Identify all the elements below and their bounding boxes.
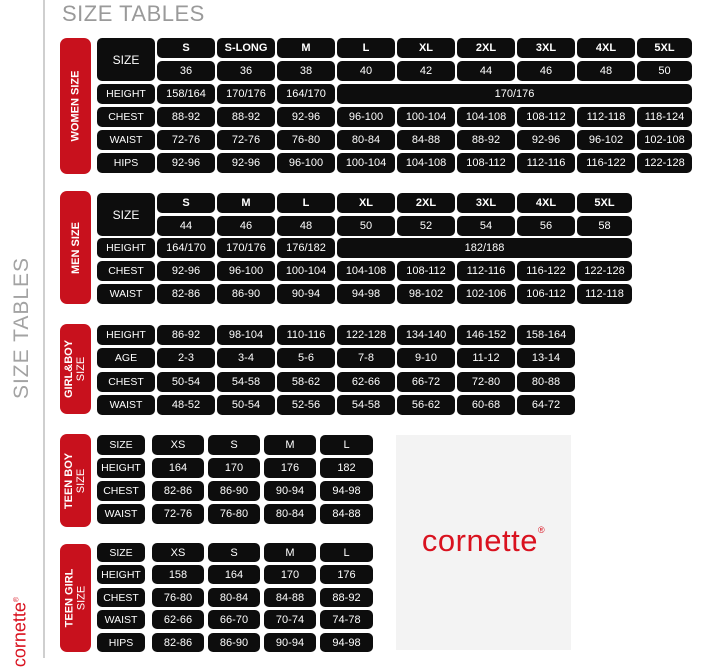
men-cell: L xyxy=(277,193,335,213)
men-cell: 96-100 xyxy=(217,261,275,281)
men-cell: M xyxy=(217,193,275,213)
women-cell: 72-76 xyxy=(217,130,275,150)
girlboy-cell: 158-164 xyxy=(517,325,575,345)
men-cell: 56 xyxy=(517,216,575,236)
women-cell: 116-122 xyxy=(577,153,635,173)
women-cell: 100-104 xyxy=(337,153,395,173)
girlboy-cell: 134-140 xyxy=(397,325,455,345)
teenboy-row-label: CHEST xyxy=(97,481,145,501)
teengirl-label-text: TEEN GIRL xyxy=(63,568,76,628)
men-row-label: HEIGHT xyxy=(97,238,155,258)
women-cell: 108-112 xyxy=(517,107,575,127)
women-cell: 92-96 xyxy=(217,153,275,173)
girlboy-cell: 54-58 xyxy=(217,372,275,392)
teenboy-cell: 82-86 xyxy=(152,481,204,501)
men-cell: 2XL xyxy=(397,193,455,213)
men-cell: 54 xyxy=(457,216,515,236)
men-row-label: WAIST xyxy=(97,284,155,304)
men-cell: 50 xyxy=(337,216,395,236)
men-cell: 122-128 xyxy=(577,261,632,281)
women-cell: 92-96 xyxy=(157,153,215,173)
men-cell: 90-94 xyxy=(277,284,335,304)
women-row-label: CHEST xyxy=(97,107,155,127)
girlboy-cell: 56-62 xyxy=(397,395,455,415)
men-cell: 92-96 xyxy=(157,261,215,281)
girlboy-cell: 66-72 xyxy=(397,372,455,392)
women-cell: 72-76 xyxy=(157,130,215,150)
women-cell: 36 xyxy=(217,61,275,81)
girlboy-cell: 2-3 xyxy=(157,348,215,368)
teenboy-section-label xyxy=(60,434,91,527)
girlboy-cell: 3-4 xyxy=(217,348,275,368)
women-cell: 80-84 xyxy=(337,130,395,150)
women-label-size: SIZE xyxy=(69,70,82,95)
girlboy-cell: 11-12 xyxy=(457,348,515,368)
women-cell: S-LONG xyxy=(217,38,275,58)
girlboy-cell: 80-88 xyxy=(517,372,575,392)
men-cell: 106-112 xyxy=(517,284,575,304)
men-cell: 102-106 xyxy=(457,284,515,304)
women-cell: 112-118 xyxy=(577,107,635,127)
teengirl-cell: 94-98 xyxy=(320,633,373,652)
teenboy-cell: 86-90 xyxy=(208,481,260,501)
women-cell: 118-124 xyxy=(637,107,692,127)
teengirl-cell: 76-80 xyxy=(152,588,204,607)
men-cell: 52 xyxy=(397,216,455,236)
women-row-label: WAIST xyxy=(97,130,155,150)
teengirl-cell: 62-66 xyxy=(152,610,204,629)
girlboy-cell: 62-66 xyxy=(337,372,395,392)
teengirl-cell: 86-90 xyxy=(208,633,260,652)
women-cell: 88-92 xyxy=(157,107,215,127)
teengirl-cell: 80-84 xyxy=(208,588,260,607)
men-cell: 164/170 xyxy=(157,238,215,258)
women-cell: 104-108 xyxy=(397,153,455,173)
women-cell: 164/170 xyxy=(277,84,335,104)
men-section-label xyxy=(60,191,91,304)
page-title: SIZE TABLES xyxy=(62,1,205,26)
teenboy-cell: 80-84 xyxy=(264,504,316,524)
women-cell: S xyxy=(157,38,215,58)
men-cell: 116-122 xyxy=(517,261,575,281)
women-row-label: HEIGHT xyxy=(97,84,155,104)
teenboy-cell: 182 xyxy=(320,458,373,478)
women-cell: 96-100 xyxy=(277,153,335,173)
teengirl-cell: 88-92 xyxy=(320,588,373,607)
women-cell: 96-100 xyxy=(337,107,395,127)
men-cell: 4XL xyxy=(517,193,575,213)
teengirl-cell: L xyxy=(320,543,373,562)
teenboy-label-size: SIZE xyxy=(75,468,88,493)
teengirl-cell: 74-78 xyxy=(320,610,373,629)
men-cell: 3XL xyxy=(457,193,515,213)
girlboy-cell: 72-80 xyxy=(457,372,515,392)
teenboy-row-label: WAIST xyxy=(97,504,145,524)
men-cell: 170/176 xyxy=(217,238,275,258)
girlboy-row-label: WAIST xyxy=(97,395,155,415)
men-cell: XL xyxy=(337,193,395,213)
men-cell: 98-102 xyxy=(397,284,455,304)
women-cell: 48 xyxy=(577,61,635,81)
girlboy-cell: 58-62 xyxy=(277,372,335,392)
teenboy-cell: L xyxy=(320,435,373,455)
women-cell: 96-102 xyxy=(577,130,635,150)
men-cell: 176/182 xyxy=(277,238,335,258)
girlboy-cell: 5-6 xyxy=(277,348,335,368)
girlboy-cell: 52-56 xyxy=(277,395,335,415)
teengirl-cell: 176 xyxy=(320,565,373,584)
women-cell: 92-96 xyxy=(517,130,575,150)
men-cell: 108-112 xyxy=(397,261,455,281)
teengirl-row-label: HIPS xyxy=(97,633,145,652)
girlboy-row-label: AGE xyxy=(97,348,155,368)
teenboy-cell: 72-76 xyxy=(152,504,204,524)
men-cell: 86-90 xyxy=(217,284,275,304)
teengirl-row-label: HEIGHT xyxy=(97,565,145,584)
men-cell: 44 xyxy=(157,216,215,236)
men-cell: 100-104 xyxy=(277,261,335,281)
girlboy-cell: 122-128 xyxy=(337,325,395,345)
women-cell: 44 xyxy=(457,61,515,81)
men-label-size: SIZE xyxy=(69,221,82,246)
men-label-text: MEN xyxy=(69,249,82,274)
men-cell: 46 xyxy=(217,216,275,236)
girlboy-cell: 86-92 xyxy=(157,325,215,345)
girlboy-cell: 13-14 xyxy=(517,348,575,368)
women-cell: 46 xyxy=(517,61,575,81)
women-cell: M xyxy=(277,38,335,58)
men-cell: 94-98 xyxy=(337,284,395,304)
teenboy-row-label: SIZE xyxy=(97,435,145,455)
men-cell: S xyxy=(157,193,215,213)
women-cell: 76-80 xyxy=(277,130,335,150)
girlboy-row-label: CHEST xyxy=(97,372,155,392)
women-row-label: SIZE xyxy=(97,38,155,81)
teengirl-cell: 66-70 xyxy=(208,610,260,629)
girlboy-cell: 7-8 xyxy=(337,348,395,368)
men-cell: 182/188 xyxy=(337,238,632,258)
women-section-label xyxy=(60,38,91,174)
teenboy-cell: XS xyxy=(152,435,204,455)
teenboy-cell: S xyxy=(208,435,260,455)
teengirl-cell: 90-94 xyxy=(264,633,316,652)
teengirl-cell: 82-86 xyxy=(152,633,204,652)
girlboy-section-label xyxy=(60,324,91,414)
women-cell: 100-104 xyxy=(397,107,455,127)
women-cell: 3XL xyxy=(517,38,575,58)
teengirl-cell: XS xyxy=(152,543,204,562)
girlboy-cell: 64-72 xyxy=(517,395,575,415)
teengirl-label-size: SIZE xyxy=(75,585,88,611)
teenboy-cell: M xyxy=(264,435,316,455)
women-cell: L xyxy=(337,38,395,58)
teenboy-cell: 76-80 xyxy=(208,504,260,524)
men-row-label: CHEST xyxy=(97,261,155,281)
girlboy-cell: 54-58 xyxy=(337,395,395,415)
teenboy-cell: 164 xyxy=(152,458,204,478)
men-cell: 112-116 xyxy=(457,261,515,281)
women-cell: 88-92 xyxy=(457,130,515,150)
teenboy-cell: 170 xyxy=(208,458,260,478)
women-cell: 88-92 xyxy=(217,107,275,127)
women-cell: 104-108 xyxy=(457,107,515,127)
men-cell: 48 xyxy=(277,216,335,236)
teengirl-cell: M xyxy=(264,543,316,562)
women-cell: 36 xyxy=(157,61,215,81)
girlboy-label-size: SIZE xyxy=(75,356,88,382)
women-cell: 38 xyxy=(277,61,335,81)
women-row-label: HIPS xyxy=(97,153,155,173)
men-cell: 5XL xyxy=(577,193,632,213)
teenboy-label-text: TEEN BOY xyxy=(63,452,76,509)
side-title: SIZE TABLES xyxy=(10,256,33,400)
women-label-text: WOMEN xyxy=(69,98,82,142)
men-cell: 112-118 xyxy=(577,284,632,304)
girlboy-cell: 50-54 xyxy=(157,372,215,392)
girlboy-cell: 50-54 xyxy=(217,395,275,415)
girlboy-cell: 60-68 xyxy=(457,395,515,415)
men-row-label: SIZE xyxy=(97,193,155,236)
girlboy-cell: 48-52 xyxy=(157,395,215,415)
men-cell: 104-108 xyxy=(337,261,395,281)
women-cell: 50 xyxy=(637,61,692,81)
teengirl-section-label xyxy=(60,544,91,652)
men-cell: 82-86 xyxy=(157,284,215,304)
teengirl-cell: S xyxy=(208,543,260,562)
divider-line xyxy=(43,0,45,658)
women-cell: 170/176 xyxy=(337,84,692,104)
women-cell: 5XL xyxy=(637,38,692,58)
girlboy-cell: 9-10 xyxy=(397,348,455,368)
girlboy-row-label: HEIGHT xyxy=(97,325,155,345)
girlboy-cell: 98-104 xyxy=(217,325,275,345)
teengirl-cell: 164 xyxy=(208,565,260,584)
women-cell: 2XL xyxy=(457,38,515,58)
women-cell: 4XL xyxy=(577,38,635,58)
women-cell: 40 xyxy=(337,61,395,81)
brand-logo: cornette® xyxy=(421,523,546,558)
teenboy-cell: 176 xyxy=(264,458,316,478)
women-cell: XL xyxy=(397,38,455,58)
women-cell: 42 xyxy=(397,61,455,81)
teengirl-cell: 70-74 xyxy=(264,610,316,629)
teengirl-cell: 158 xyxy=(152,565,204,584)
women-cell: 84-88 xyxy=(397,130,455,150)
teengirl-cell: 84-88 xyxy=(264,588,316,607)
teengirl-cell: 170 xyxy=(264,565,316,584)
women-cell: 92-96 xyxy=(277,107,335,127)
teengirl-row-label: CHEST xyxy=(97,588,145,607)
women-cell: 102-108 xyxy=(637,130,692,150)
teenboy-cell: 90-94 xyxy=(264,481,316,501)
teengirl-row-label: SIZE xyxy=(97,543,145,562)
teengirl-row-label: WAIST xyxy=(97,610,145,629)
side-brand-logo: cornette® xyxy=(9,596,30,667)
teenboy-row-label: HEIGHT xyxy=(97,458,145,478)
girlboy-cell: 146-152 xyxy=(457,325,515,345)
women-cell: 170/176 xyxy=(217,84,275,104)
men-cell: 58 xyxy=(577,216,632,236)
girlboy-cell: 110-116 xyxy=(277,325,335,345)
women-cell: 158/164 xyxy=(157,84,215,104)
teenboy-cell: 94-98 xyxy=(320,481,373,501)
women-cell: 122-128 xyxy=(637,153,692,173)
women-cell: 108-112 xyxy=(457,153,515,173)
teenboy-cell: 84-88 xyxy=(320,504,373,524)
brand-logo-box xyxy=(396,435,571,650)
women-cell: 112-116 xyxy=(517,153,575,173)
girlboy-label-text: GIRL&BOY xyxy=(63,339,76,399)
